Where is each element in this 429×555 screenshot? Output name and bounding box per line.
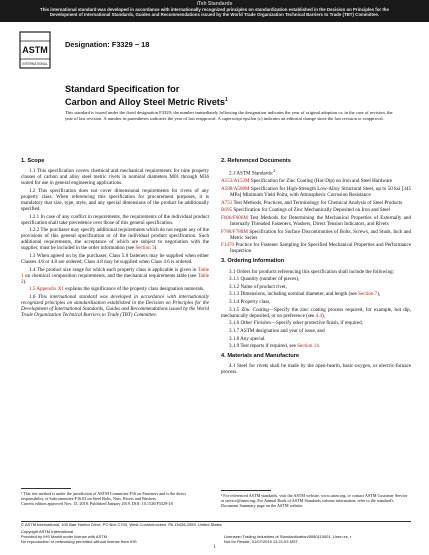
ref-f1470: F1470 Practice for Fastener Sampling for Specified Mechanical Properties and Performance Inspection [221, 242, 411, 255]
title-footnote-mark: 1 [224, 97, 228, 103]
link-section-14[interactable]: Section 14 [297, 343, 319, 350]
link-section-7[interactable]: Section 7 [358, 291, 378, 298]
para-3-1-6: 3.1.6 Other Finishes—Specify other protective finish, if required, [229, 320, 363, 327]
para-3-1-5: 3.1.5 Zinc Coating—Specify the zinc coating process required, for example, hot dip, mechanically deposited, or no preference (see 4.4), [221, 306, 412, 319]
para-3-1-8: 3.1.8 Any special. [229, 335, 266, 342]
ref-f606: F606/F606M Test Methods for Determining the Mechanical Properties of Externally and Internally Threaded Fasteners, Washers, Direct Tension Indicators, and Rivets [221, 214, 411, 228]
para-1-5: 1.5 Appendix X1 explains the significance of the property class designation numerals. [29, 286, 205, 293]
section-3-heading: 3. Ordering Information [221, 258, 285, 265]
section-1-heading: 1. Scope [21, 158, 45, 164]
link-f606[interactable]: F606/F606M [221, 214, 248, 221]
copyright-holder: Copyright ASTM International [21, 529, 74, 534]
ref-f788: F788/F788M Specification for Surface Discontinuities of Bolts, Screws, and Studs, Inch and Metric Series [221, 228, 411, 241]
copyright-restriction: No reproduction or networking permitted without license from IHS [21, 538, 137, 544]
para-3-1-3: 3.1.3 Dimensions, including nominal diameter, and length (see Section 7), [229, 291, 381, 298]
copyright-block [21, 530, 221, 544]
standard-notice-banner [0, 0, 429, 22]
licensee-text: Licensee=Trading Industries of Standardization/5950110001, User=xx, r [224, 534, 352, 539]
license-block [224, 535, 414, 545]
designation: Designation: F3329 − 18 [65, 40, 150, 49]
resale-notice: Not for Resale, 01/07/2019 13:21:03 MST [224, 538, 299, 544]
para-1-6: 1.6 This international standard was developed in accordance with internationally recognized principles on standardization established in the Decision on Principles for the Development of International Standards, Guides and Recommendations issued by the World Trade Organization Technical Barriers to Trade (TBT) Committee. [21, 294, 209, 319]
astm-logo-icon [19, 31, 51, 69]
copyright-line: © ASTM International, 100 Barr Harbor Drive, PO Box C700, West Conshohocken, PA 19428-2959. United States [21, 522, 222, 527]
notice-line-1: This international standard was developed in accordance with internationally recognized principles on standardization established in the Decision on Principles for the [40, 7, 389, 13]
page-number: 1 [213, 545, 216, 550]
notice-line-2: Development of International Standards, Guides and Recommendations issued by the World Trade Organization Technical Barriers to Trade (TBT) Committee. [49, 12, 380, 18]
link-a751[interactable]: A751 [221, 199, 233, 206]
para-1-3: 1.3 When agreed on by the purchaser, Class 5.8 fasteners may be supplied when either Classes 4.6 or 4.8 are ordered; Class 4.8 may be supplied when Class 4.6 is ordered. [21, 253, 209, 266]
link-a588[interactable]: A588/A588M [221, 186, 250, 193]
ref-b695: B695 Specification for Coatings of Zinc Mechanically Deposited on Iron and Steel [221, 207, 391, 214]
footnote-divider [21, 488, 71, 489]
footnote-1 [21, 488, 209, 506]
link-a153[interactable]: A153/A153M [221, 178, 250, 185]
para-1-1: 1.1 This specification covers chemical and mechanical requirements for nine property classes of carbon and alloy steel metric rivets in nominal diameters M01 through M36 suited for use in general engineering applications. [21, 168, 209, 187]
copyright-provider: Provided by IHS Markit under license with ASTM [21, 533, 108, 539]
para-1-2: 1.2 This specification does not cover dimensional requirements for rivets of any property class. When referencing this specification for procurement purposes, it is mandatory that size, type, style, and any special dimensions of the product be additionally specified. [21, 187, 209, 212]
title-line-1: Standard Specification for [65, 84, 180, 94]
para-1-4: 1.4 The product size range for which each property class is applicable is given in Table 1 on chemical composition requirements, and the mechanical requirements table (see Table 2). [21, 266, 209, 285]
para-3-1-9: 3.1.9 Test reports if required, see Section 14. [229, 343, 321, 350]
para-1-2-1: 1.2.1 In case of any conflict in requirements, the requirements of the individual product specification shall take precedence over those of this general specification. [21, 213, 209, 226]
ref-a751: A751 Test Methods, Practices, and Terminology for Chemical Analysis of Steel Products [221, 199, 403, 206]
right-column [221, 158, 411, 377]
footnote-2-text: ² For referenced ASTM standards, visit the ASTM website, www.astm.org, or contact ASTM Customer Service at service@astm.org. For Annual Book of ASTM Standards volume information, refer to the standard's Document Summary page on the ASTM website. [221, 493, 408, 508]
link-4-4[interactable]: 4.4 [315, 312, 322, 319]
link-section-3[interactable]: Section 3 [135, 245, 155, 252]
link-table-1[interactable]: Table 1 [21, 266, 209, 279]
logo-subtext: INTERNATIONAL [22, 62, 48, 66]
para-3-1-2: 3.1.2 Name of product rivet, [229, 283, 287, 290]
logo-wordmark: ASTM [22, 45, 48, 55]
footnote-2 [221, 490, 411, 508]
link-b695[interactable]: B695 [221, 207, 233, 214]
para-2-1: 2.1 ASTM Standards:$^2$ [229, 168, 276, 177]
watermark-text: iTeh Standards [196, 1, 233, 7]
issue-note: This standard is issued under the fixed designation F3329; the number immediately following the designation indicates the year of original adoption or, in the case of revision, the year of last revision. A number in parentheses indicates the year of last reapproval. A superscript epsilon (ε) indicates an editorial change since the last revision or reapproval. [65, 110, 393, 121]
link-appendix-x1[interactable]: 1.5 Appendix X1 [29, 286, 64, 293]
section-4-heading: 4. Materials and Manufacture [221, 353, 300, 360]
para-3-1-1: 3.1.1 Quantity (number of pieces), [229, 276, 300, 283]
para-3-1-7: 3.1.7 ASTM designation and year of issue, and [229, 328, 325, 335]
document-title [65, 84, 228, 108]
link-f1470[interactable]: F1470 [221, 242, 235, 249]
title-text: Carbon and Alloy Steel Metric Rivets [65, 97, 225, 108]
footnote-1-text: ¹ This test method is under the jurisdiction of ASTM Committee F16 on Fasteners and is the direct responsibility of Subcommittee F16.02 on Steel Bolts, Nuts, Rivets and Washers. [21, 491, 186, 501]
footnote-1-edition: Current edition approved Nov. 15, 2018. Published January 2019. DOI: 10.1520/F3329-18 [21, 501, 173, 506]
link-f788[interactable]: F788/F788M [221, 228, 248, 235]
para-3-1-4: 3.1.4 Property class, [229, 299, 271, 306]
para-1-2-2: 1.2.2 The purchaser may specify additional requirements which do not negate any of the provisions of this general specification or of the individual product specification. Such additional requirements, the acceptance of which are subject to negotiation with the supplier, must be included in the order information (see Section 3). [21, 227, 209, 252]
para-4-1: 4.1 Steel for rivets shall be made by the open-hearth, basic-oxygen, or electric-furnace process. [221, 363, 411, 376]
footnote-2-mark: 2 [273, 168, 276, 174]
link-table-2[interactable]: Table 2 [21, 272, 209, 285]
para-3-1: 3.1 Orders for products referencing this specification shall include the following: [229, 268, 395, 275]
title-line-2 [65, 95, 228, 108]
left-column [21, 158, 209, 320]
footnote-divider-2 [221, 490, 271, 491]
section-2-heading: 2. Referenced Documents [221, 158, 291, 164]
ref-a588: A588/A588M Specification for High-Strength Low-Alloy Structural Steel, up to 50 ksi [345 MPa] Minimum Yield Point, with Atmospheric Corrosion Resistance [221, 186, 411, 199]
ref-a153: A153/A153M Specification for Zinc Coating (Hot-Dip) on Iron and Steel Hardware [221, 178, 393, 185]
